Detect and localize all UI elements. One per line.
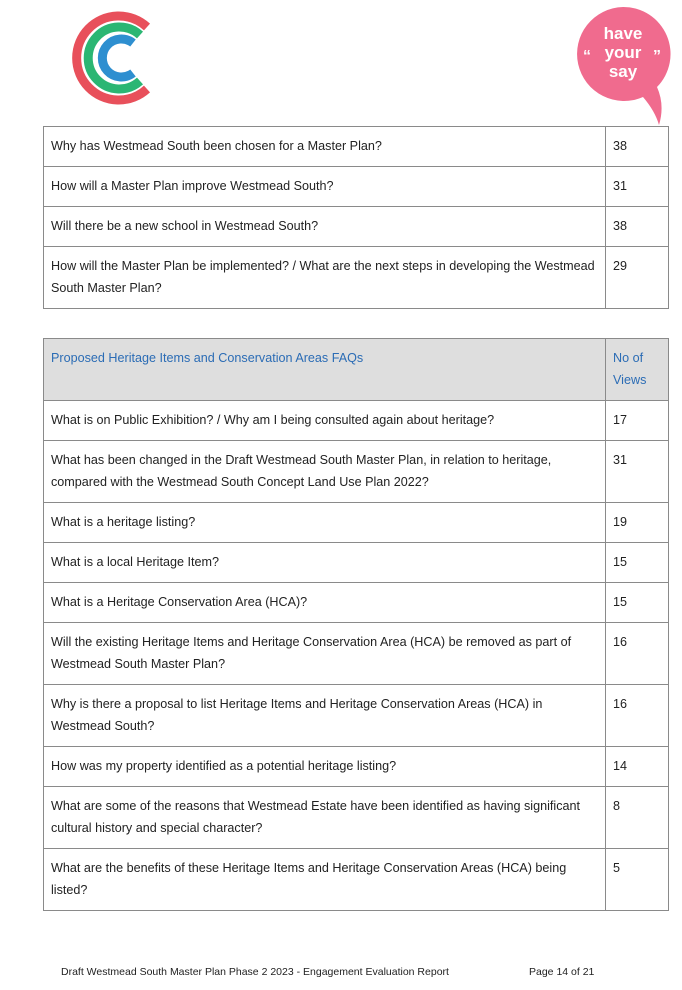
question-cell: What is a Heritage Conservation Area (HCA)? bbox=[44, 583, 606, 623]
question-cell: Will the existing Heritage Items and Heritage Conservation Area (HCA) be removed as part of Westmead South Master Plan? bbox=[44, 623, 606, 685]
table-row bbox=[44, 441, 669, 503]
logo-word-have: have bbox=[603, 24, 643, 43]
views-cell: 38 bbox=[606, 127, 669, 167]
table-row bbox=[44, 401, 669, 441]
question-cell: What has been changed in the Draft Westmead South Master Plan, in relation to heritage, compared with the Westmead South Concept Land Use Plan 2022? bbox=[44, 441, 606, 503]
views-cell: 14 bbox=[606, 747, 669, 787]
views-cell: 8 bbox=[606, 787, 669, 849]
views-cell: 31 bbox=[606, 167, 669, 207]
have-your-say-logo bbox=[573, 5, 673, 127]
question-cell: Why has Westmead South been chosen for a Master Plan? bbox=[44, 127, 606, 167]
question-cell: What are the benefits of these Heritage Items and Heritage Conservation Areas (HCA) being listed? bbox=[44, 849, 606, 911]
question-cell: How was my property identified as a potential heritage listing? bbox=[44, 747, 606, 787]
footer-page-number: Page 14 of 21 bbox=[529, 966, 595, 978]
logo-quote-open: “ bbox=[583, 48, 591, 65]
views-cell: 31 bbox=[606, 441, 669, 503]
logo-word-say: say bbox=[608, 62, 638, 81]
table-row bbox=[44, 127, 669, 167]
views-cell: 16 bbox=[606, 623, 669, 685]
question-cell: Will there be a new school in Westmead South? bbox=[44, 207, 606, 247]
logo-blue-arc bbox=[102, 39, 133, 77]
table-row bbox=[44, 167, 669, 207]
views-cell: 29 bbox=[606, 247, 669, 309]
views-cell: 38 bbox=[606, 207, 669, 247]
question-cell: What is a local Heritage Item? bbox=[44, 543, 606, 583]
views-cell: 17 bbox=[606, 401, 669, 441]
views-cell: 19 bbox=[606, 503, 669, 543]
table-row bbox=[44, 623, 669, 685]
views-cell: 15 bbox=[606, 543, 669, 583]
question-cell: How will a Master Plan improve Westmead South? bbox=[44, 167, 606, 207]
table-row bbox=[44, 543, 669, 583]
logo-quote-close: ” bbox=[653, 48, 661, 65]
views-cell: 16 bbox=[606, 685, 669, 747]
header-views-cell: No of Views bbox=[606, 339, 669, 401]
logo-word-your: your bbox=[604, 43, 642, 62]
faq-table-general-body bbox=[44, 127, 669, 309]
question-cell: What is on Public Exhibition? / Why am I being consulted again about heritage? bbox=[44, 401, 606, 441]
table-row bbox=[44, 207, 669, 247]
faq-table-heritage-body bbox=[44, 339, 669, 911]
faq-table-heritage bbox=[43, 338, 669, 911]
header-question-cell: Proposed Heritage Items and Conservation Areas FAQs bbox=[44, 339, 606, 401]
question-cell: What is a heritage listing? bbox=[44, 503, 606, 543]
table-row bbox=[44, 747, 669, 787]
question-cell: Why is there a proposal to list Heritage Items and Heritage Conservation Areas (HCA) in Westmead South? bbox=[44, 685, 606, 747]
question-cell: How will the Master Plan be implemented? / What are the next steps in developing the Westmead South Master Plan? bbox=[44, 247, 606, 309]
faq-table-general bbox=[43, 126, 669, 309]
table-header-row bbox=[44, 339, 669, 401]
table-row bbox=[44, 503, 669, 543]
table-row bbox=[44, 247, 669, 309]
table-row bbox=[44, 849, 669, 911]
views-cell: 5 bbox=[606, 849, 669, 911]
table-row bbox=[44, 787, 669, 849]
council-logo bbox=[68, 8, 158, 108]
question-cell: What are some of the reasons that Westmead Estate have been identified as having significant cultural history and special character? bbox=[44, 787, 606, 849]
table-row bbox=[44, 685, 669, 747]
views-cell: 15 bbox=[606, 583, 669, 623]
footer-report-title: Draft Westmead South Master Plan Phase 2 2023 - Engagement Evaluation Report bbox=[61, 966, 449, 978]
table-row bbox=[44, 583, 669, 623]
